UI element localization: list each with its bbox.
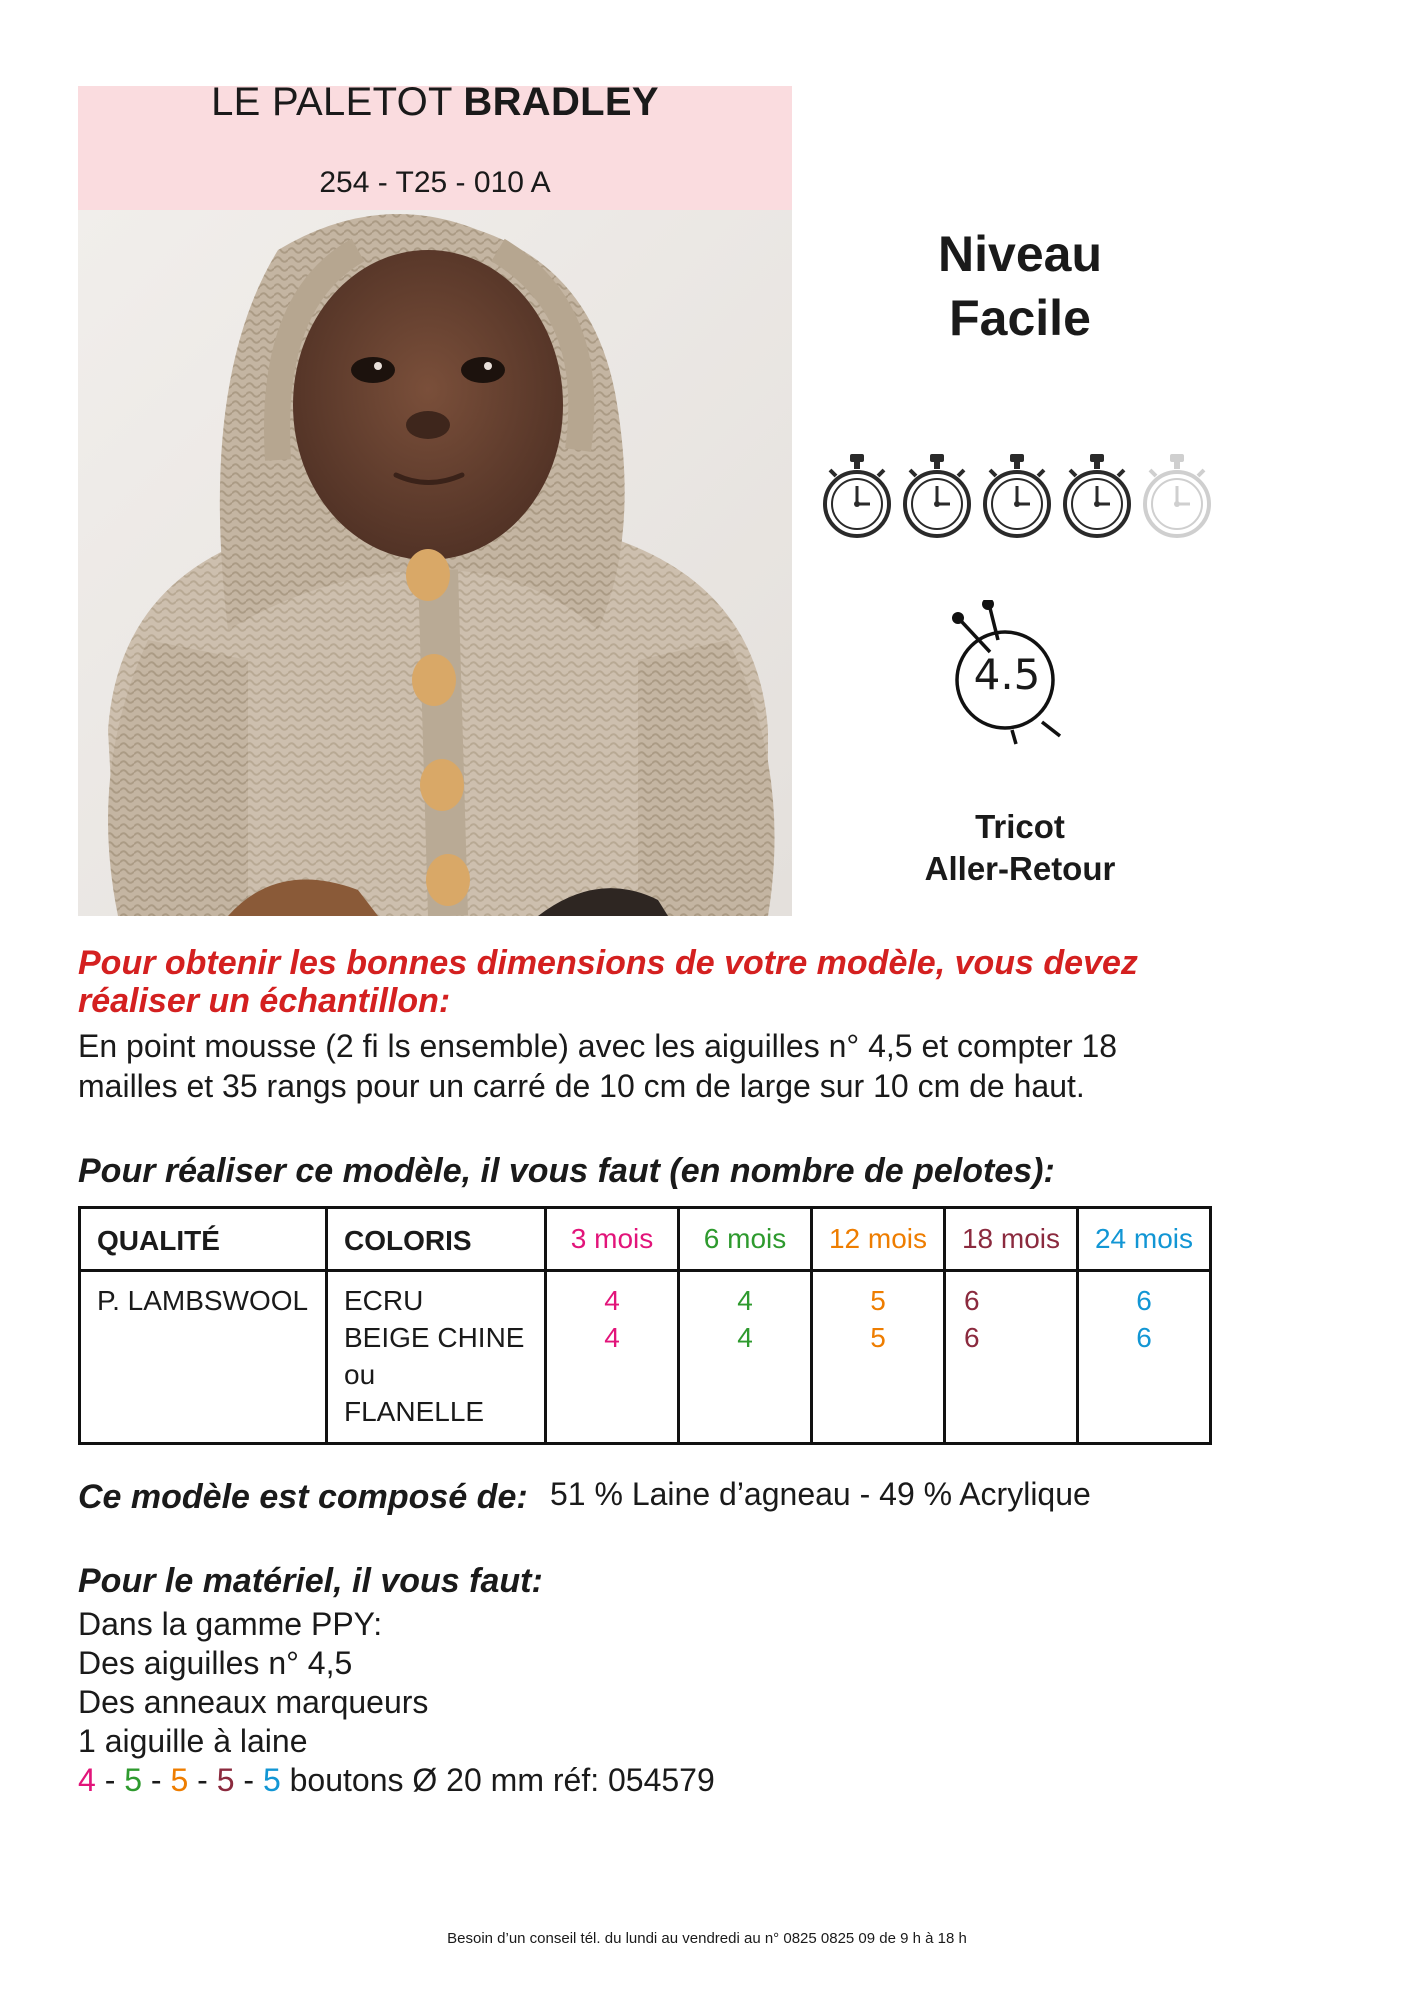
- quantity-value: 4: [737, 1285, 753, 1316]
- color-name: BEIGE CHINE: [344, 1322, 525, 1353]
- title-prefix: LE PALETOT: [211, 80, 452, 124]
- button-count: 5: [262, 1762, 281, 1798]
- quantity-value: 5: [870, 1285, 886, 1316]
- quantity-value: 6: [1136, 1322, 1152, 1353]
- gauge-heading-line2: réaliser un échantillon:: [78, 982, 451, 1020]
- requirements-heading: Pour réaliser ce modèle, il vous faut (en nombre de pelotes):: [78, 1152, 1055, 1190]
- material-item: Des anneaux marqueurs: [78, 1684, 429, 1720]
- quantity-cell: [679, 1271, 812, 1444]
- gauge-text-line2: mailles et 35 rangs pour un carré de 10 cm de large sur 10 cm de haut.: [78, 1068, 1085, 1104]
- header-size: 12 mois: [812, 1208, 945, 1271]
- quantity-value: 4: [604, 1322, 620, 1353]
- quality-name: P. LAMBSWOOL: [97, 1285, 309, 1316]
- quantity-value: 6: [964, 1285, 980, 1316]
- material-item: Dans la gamme PPY:: [78, 1606, 383, 1642]
- baby-jacket-illustration: [78, 210, 792, 916]
- stopwatch-icon-empty: [1140, 452, 1214, 540]
- title-name: BRADLEY: [463, 80, 659, 124]
- material-buttons-line: [78, 1760, 1278, 1799]
- header-size: 6 mois: [679, 1208, 812, 1271]
- stopwatch-icon-filled: [1060, 452, 1134, 540]
- quantity-value: 4: [737, 1322, 753, 1353]
- gauge-text: [78, 1026, 1378, 1106]
- quantity-value: 6: [964, 1322, 980, 1353]
- level-label: Niveau: [938, 226, 1102, 282]
- buttons-text: boutons Ø 20 mm réf: 054579: [280, 1762, 715, 1798]
- button-count: 5: [124, 1762, 143, 1798]
- stopwatch-icon-filled: [900, 452, 974, 540]
- material-list: [78, 1604, 1278, 1799]
- composition-heading: Ce modèle est composé de:: [78, 1478, 528, 1516]
- quantity-cell: [546, 1271, 679, 1444]
- yarn-quantity-table: [78, 1206, 1212, 1445]
- pattern-reference: 254 - T25 - 010 A: [319, 166, 551, 199]
- stopwatch-icon-filled: [820, 452, 894, 540]
- material-heading: Pour le matériel, il vous faut:: [78, 1562, 543, 1600]
- table-header-row: [80, 1208, 1211, 1271]
- quality-cell: [80, 1271, 327, 1444]
- header-size: 18 mois: [945, 1208, 1078, 1271]
- separator: -: [95, 1762, 125, 1798]
- header-colors: COLORIS: [327, 1208, 546, 1271]
- color-name: FLANELLE: [344, 1396, 485, 1427]
- button-count: 5: [216, 1762, 235, 1798]
- knitting-technique: [840, 806, 1200, 890]
- gauge-heading-line1: Pour obtenir les bonnes dimensions de votre modèle, vous devez: [78, 944, 1138, 982]
- difficulty-level: [840, 222, 1200, 350]
- quantity-cell: [945, 1271, 1078, 1444]
- needle-size-value: 4.5: [973, 650, 1041, 699]
- quantity-value: 6: [1136, 1285, 1152, 1316]
- product-photo: [78, 210, 792, 916]
- colors-cell: [327, 1271, 546, 1444]
- difficulty-rating: [820, 452, 1220, 540]
- material-item: 1 aiguille à laine: [78, 1723, 308, 1759]
- header-size: 3 mois: [546, 1208, 679, 1271]
- button-count: 4: [78, 1762, 96, 1798]
- color-name: ou: [344, 1359, 376, 1390]
- header-size: 24 mois: [1078, 1208, 1211, 1271]
- table-row: [80, 1271, 1211, 1444]
- quantity-cell: [1078, 1271, 1211, 1444]
- separator: -: [188, 1762, 217, 1798]
- quantity-value: 5: [870, 1322, 886, 1353]
- level-value: Facile: [949, 290, 1091, 346]
- stopwatch-icon-filled: [980, 452, 1054, 540]
- gauge-text-line1: En point mousse (2 fi ls ensemble) avec les aiguilles n° 4,5 et compter 18: [78, 1028, 1118, 1064]
- material-item: Des aiguilles n° 4,5: [78, 1645, 353, 1681]
- footer-help-line: Besoin d’un conseil tél. du lundi au vendredi au n° 0825 0825 09 de 9 h à 18 h: [447, 1930, 967, 1947]
- quantity-value: 4: [604, 1285, 620, 1316]
- button-count: 5: [170, 1762, 189, 1798]
- technique-line2: Aller-Retour: [924, 850, 1116, 887]
- header-quality: QUALITÉ: [80, 1208, 327, 1271]
- technique-line1: Tricot: [975, 808, 1065, 845]
- gauge-heading: [78, 944, 1378, 1020]
- separator: -: [142, 1762, 171, 1798]
- pattern-title: [78, 80, 792, 125]
- color-name: ECRU: [344, 1285, 424, 1316]
- separator: -: [234, 1762, 263, 1798]
- quantity-cell: [812, 1271, 945, 1444]
- composition-value: 51 % Laine d’agneau - 49 % Acrylique: [550, 1476, 1091, 1512]
